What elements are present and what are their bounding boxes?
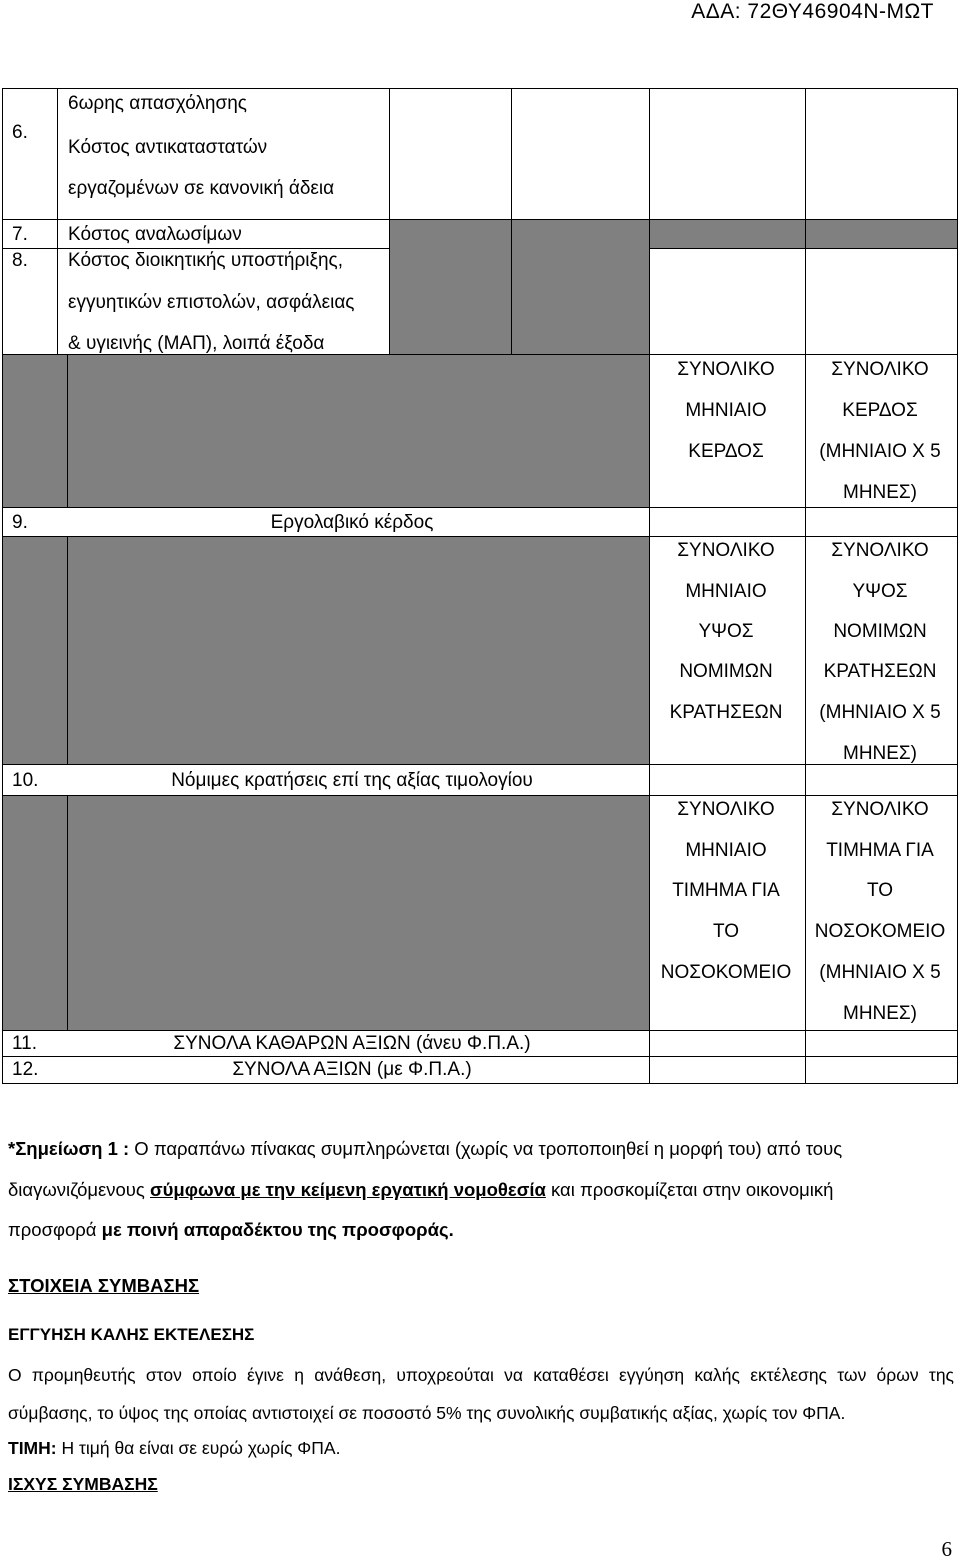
row-11-monthly-value xyxy=(649,1030,806,1057)
note-text-2: διαγωνιζόμενους xyxy=(8,1179,150,1200)
note-label: *Σημείωση 1 : xyxy=(8,1138,130,1159)
withhold-header-monthly xyxy=(649,536,806,765)
price-monthly-line-2: ΜΗΝΙΑΙΟ xyxy=(685,840,767,861)
price-label: ΤΙΜΗ: xyxy=(8,1438,57,1458)
row-8-col5 xyxy=(649,248,806,355)
note-penalty: με ποινή απαραδέκτου της προσφοράς. xyxy=(101,1219,454,1240)
withhold-header-five xyxy=(805,536,958,765)
note-line-1 xyxy=(8,1138,842,1160)
price-header-five xyxy=(805,795,958,1031)
withhold-monthly-line-5: ΚΡΑΤΗΣΕΩΝ xyxy=(669,702,783,723)
price-line xyxy=(8,1438,340,1459)
withhold-monthly-line-1: ΣΥΝΟΛΙΚΟ xyxy=(677,540,775,561)
row-10-label: Νόμιμες κρατήσεις επί της αξίας τιμολογίου xyxy=(171,770,533,791)
row-7-col6-shaded xyxy=(805,219,958,249)
profit-monthly-line-1: ΣΥΝΟΛΙΚΟ xyxy=(677,359,775,380)
note-line-2 xyxy=(8,1179,833,1201)
withhold-monthly-line-2: ΜΗΝΙΑΙΟ xyxy=(685,581,767,602)
row-6-line-1: 6ωρης απασχόλησης xyxy=(68,93,247,114)
row-9-five-value xyxy=(805,507,958,537)
withhold-monthly-line-3: ΥΨΟΣ xyxy=(698,621,754,642)
contract-section-title: ΣΤΟΙΧΕΙΑ ΣΥΜΒΑΣΗΣ xyxy=(8,1275,200,1296)
row-8-col6 xyxy=(805,248,958,355)
row-12-label: ΣΥΝΟΛΑ ΑΞΙΩΝ (με Φ.Π.Α.) xyxy=(232,1059,472,1080)
profit-monthly-line-3: ΚΕΡΔΟΣ xyxy=(688,441,764,462)
row-6-col6 xyxy=(805,88,958,220)
row-7-col5-shaded xyxy=(649,219,806,249)
price-monthly-line-4: ΤΟ xyxy=(712,921,740,942)
price-shaded-right xyxy=(67,795,650,1031)
note-text-4: προσφορά xyxy=(8,1219,102,1240)
price-shaded-left xyxy=(2,795,68,1031)
withhold-five-line-5: (ΜΗΝΙΑΙΟ Χ 5 xyxy=(819,702,941,723)
withhold-five-line-3: ΝΟΜΙΜΩΝ xyxy=(833,621,927,642)
row-10-monthly-value xyxy=(649,764,806,796)
withhold-monthly-line-4: ΝΟΜΙΜΩΝ xyxy=(679,661,773,682)
row-7-col4-shaded xyxy=(511,219,650,355)
withhold-five-line-1: ΣΥΝΟΛΙΚΟ xyxy=(831,540,929,561)
price-five-line-5: (ΜΗΝΙΑΙΟ Χ 5 xyxy=(819,962,941,983)
row-8-line-1: Κόστος διοικητικής υποστήριξης, xyxy=(68,250,343,271)
page-number: 6 xyxy=(941,1537,952,1561)
row-10-num: 10. xyxy=(12,770,39,791)
row-9-num: 9. xyxy=(12,512,28,533)
price-five-line-1: ΣΥΝΟΛΙΚΟ xyxy=(831,799,929,820)
price-five-line-4: ΝΟΣΟΚΟΜΕΙΟ xyxy=(814,921,946,942)
price-monthly-line-5: ΝΟΣΟΚΟΜΕΙΟ xyxy=(660,962,792,983)
row-11-label: ΣΥΝΟΛΑ ΚΑΘΑΡΩΝ ΑΞΙΩΝ (άνευ Φ.Π.Α.) xyxy=(173,1033,531,1054)
row-8-line-3: & υγιεινής (ΜΑΠ), λοιπά έξοδα xyxy=(68,333,325,354)
profit-shaded-left xyxy=(2,354,68,508)
row-8-num: 8. xyxy=(12,250,28,271)
row-7-num: 7. xyxy=(12,224,28,245)
guarantee-line-2: σύμβασης, το ύψος της οποίας αντιστοιχεί σε ποσοστό 5% της συνολικής συμβατικής αξίας, χωρίς τον ΦΠΑ. xyxy=(8,1403,846,1423)
price-five-line-3: ΤΟ xyxy=(866,880,894,901)
row-6-num-cell xyxy=(2,88,58,220)
row-10-five-value xyxy=(805,764,958,796)
withhold-five-line-6: ΜΗΝΕΣ) xyxy=(842,743,918,764)
row-7-num-cell xyxy=(2,219,58,249)
row-12-num: 12. xyxy=(12,1059,39,1080)
note-line-3 xyxy=(8,1219,454,1241)
row-9-label: Εργολαβικό κέρδος xyxy=(270,512,434,533)
ada-code: ΑΔΑ: 72ΘΥ46904Ν-ΜΩΤ xyxy=(691,0,934,23)
profit-five-line-2: ΚΕΡΔΟΣ xyxy=(842,400,918,421)
row-12-monthly-value xyxy=(649,1056,806,1084)
validity-section-title: ΙΣΧΥΣ ΣΥΜΒΑΣΗΣ xyxy=(8,1474,158,1494)
row-11-five-value xyxy=(805,1030,958,1057)
row-6-line-2: Κόστος αντικαταστατών xyxy=(68,137,268,158)
row-8-num-cell xyxy=(2,248,58,355)
withhold-shaded-right xyxy=(67,536,650,765)
price-monthly-line-1: ΣΥΝΟΛΙΚΟ xyxy=(677,799,775,820)
row-7-line-1: Κόστος αναλωσίμων xyxy=(68,224,242,245)
row-6-line-3: εργαζομένων σε κανονική άδεια xyxy=(68,178,335,199)
row-11-num: 11. xyxy=(12,1033,38,1054)
price-header-monthly xyxy=(649,795,806,1031)
guarantee-title: ΕΓΓΥΗΣΗ ΚΑΛΗΣ ΕΚΤΕΛΕΣΗΣ xyxy=(8,1325,255,1344)
profit-five-line-3: (ΜΗΝΙΑΙΟ Χ 5 xyxy=(819,441,941,462)
price-text: Η τιμή θα είναι σε ευρώ χωρίς ΦΠΑ. xyxy=(56,1438,341,1458)
price-monthly-line-3: ΤΙΜΗΜΑ ΓΙΑ xyxy=(672,880,780,901)
row-12-five-value xyxy=(805,1056,958,1084)
row-9-monthly-value xyxy=(649,507,806,537)
profit-five-line-1: ΣΥΝΟΛΙΚΟ xyxy=(831,359,929,380)
profit-monthly-line-2: ΜΗΝΙΑΙΟ xyxy=(685,400,767,421)
price-five-line-6: ΜΗΝΕΣ) xyxy=(842,1003,918,1024)
withhold-five-line-2: ΥΨΟΣ xyxy=(852,581,908,602)
withhold-shaded-left xyxy=(2,536,68,765)
note-legal-emphasis: σύμφωνα με την κείμενη εργατική νομοθεσία xyxy=(149,1179,546,1200)
price-five-line-2: ΤΙΜΗΜΑ ΓΙΑ xyxy=(826,840,934,861)
row-6-col3 xyxy=(389,88,512,220)
guarantee-line-1: Ο προμηθευτής στον οποίο έγινε η ανάθεση, υποχρεούται να καταθέσει εγγύηση καλής εκτέλεσης των όρων της xyxy=(8,1365,954,1385)
note-text-1: Ο παραπάνω πίνακας συμπληρώνεται (χωρίς να τροποποιηθεί η μορφή του) από τους xyxy=(129,1138,843,1159)
row-8-line-2: εγγυητικών επιστολών, ασφάλειας xyxy=(68,292,355,313)
row-6-col4 xyxy=(511,88,650,220)
profit-five-line-4: ΜΗΝΕΣ) xyxy=(842,482,918,503)
note-text-3: και προσκομίζεται στην οικονομική xyxy=(545,1179,834,1200)
profit-shaded-right xyxy=(67,354,650,508)
row-6-col5 xyxy=(649,88,806,220)
row-7-col3-shaded xyxy=(389,219,512,355)
row-6-num: 6. xyxy=(12,122,28,143)
withhold-five-line-4: ΚΡΑΤΗΣΕΩΝ xyxy=(823,661,937,682)
